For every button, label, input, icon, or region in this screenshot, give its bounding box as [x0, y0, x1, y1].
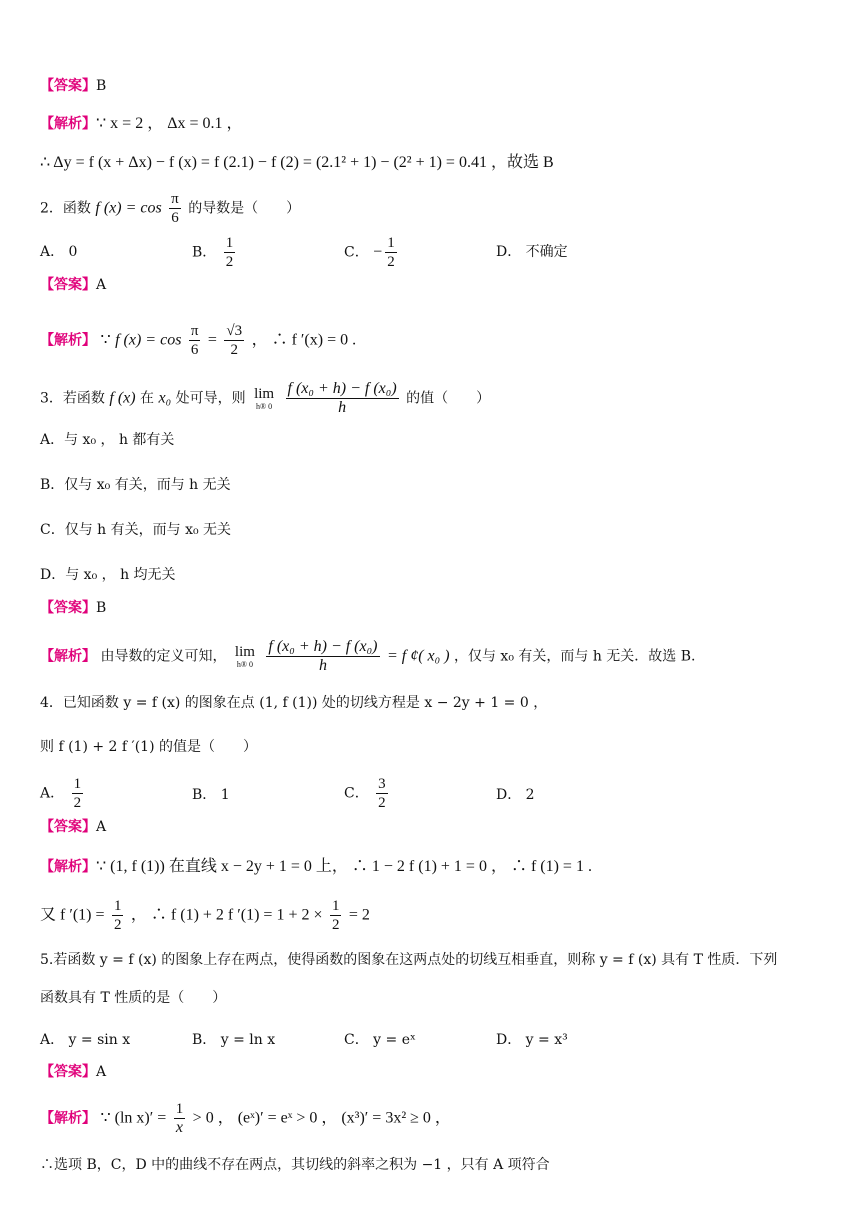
q4-analysis-row [40, 857, 592, 877]
q2-option-c [344, 234, 400, 271]
q3-answer: B [96, 600, 107, 616]
q2-option-b [192, 234, 238, 271]
frac-num: 1 [73, 776, 82, 792]
q4-stem-line2: 则 f (1) + 2 f ′(1) 的值是（ ） [40, 739, 257, 755]
q1-analysis-line1: ∵ x = 2 ， Δx = 0.1 ， [96, 115, 243, 132]
frac-num: 1 [225, 235, 234, 251]
limit-operator [235, 644, 255, 669]
q5-answer-row [40, 1062, 106, 1082]
q2-option-a: A． 0 [40, 244, 78, 260]
q4-option-a-frac [72, 775, 84, 812]
frac-num: π [190, 323, 199, 339]
option-label: B． [192, 244, 217, 261]
q5-analysis-line2: ∴选项 B，C，D 中的曲线不存在两点，其切线的斜率之积为 −1 ，只有 A 项符合 [40, 1157, 550, 1173]
q2-option-d: D． 不确定 [496, 244, 568, 260]
frac-den: x [175, 1119, 184, 1136]
limit-operator [254, 386, 274, 411]
frac-num: 1 [387, 235, 395, 251]
q3-option-b: B．仅与 x₀ 有关，而与 h 无关 [40, 477, 231, 493]
q4-option-c-frac [376, 775, 388, 812]
frac-den: 2 [378, 795, 386, 811]
q1-analysis-line2 [40, 153, 554, 173]
q4-analysis-tail: = 2 [348, 906, 370, 924]
frac-den: 2 [113, 917, 122, 933]
q2-analysis-math: f (x) = cos [115, 331, 182, 349]
q2-stem-frac [169, 190, 181, 227]
q4-analysis-frac1 [112, 897, 124, 934]
q4-option-b: B． 1 [192, 787, 230, 803]
q3-option-d: D．与 x₀ ， h 均无关 [40, 567, 176, 583]
q2-option-c-frac [385, 234, 397, 271]
answer-tag: 【答案】 [40, 78, 96, 94]
frac-num: 1 [175, 1101, 184, 1117]
q3-stem-prefix: 3．若函数 [40, 390, 105, 407]
q4-option-a [40, 775, 86, 812]
analysis-tag: 【解析】 [40, 648, 96, 665]
q3-answer-row [40, 598, 106, 618]
q3-analysis-frac [266, 638, 379, 675]
q4-option-d: D． 2 [496, 787, 535, 803]
q3-option-c: C．仅与 h 有关，而与 x₀ 无关 [40, 522, 232, 538]
answer-tag: 【答案】 [40, 1064, 96, 1080]
frac-den: 2 [225, 254, 234, 270]
analysis-tag: 【解析】 [40, 1110, 96, 1127]
q4-analysis-mid: ， ∴ f (1) + 2 f ′(1) = 1 + 2 × [130, 906, 323, 924]
q4-stem-line1: 4．已知函数 y = f (x) 的图象在点 (1, f (1)) 处的切线方程是 x − 2y + 1 = 0 ， [40, 695, 548, 711]
q2-stem-math: f (x) = cos [95, 199, 162, 217]
frac-num: 3 [378, 776, 386, 792]
equals-sign: = [207, 331, 217, 349]
q5-option-c: C． y = eˣ [344, 1032, 416, 1048]
lim-word: lim [234, 644, 255, 660]
frac-num: √3 [226, 323, 243, 339]
q5-option-b: B． y = ln x [192, 1032, 276, 1048]
q2-analysis-row [40, 322, 356, 359]
option-label: A． [40, 785, 65, 802]
q2-analysis-frac2 [224, 322, 244, 359]
q5-option-a: A． y = sin x [40, 1032, 131, 1048]
frac-den: 2 [387, 254, 395, 270]
frac-den: h [318, 657, 327, 674]
q5-answer: A [96, 1064, 107, 1080]
analysis-tag: 【解析】 [40, 859, 96, 875]
lim-sub: h® 0 [256, 402, 273, 411]
frac-den: 2 [73, 795, 82, 811]
frac-den: h [338, 399, 347, 416]
q4-answer-row [40, 817, 106, 837]
frac-num: 1 [113, 898, 122, 914]
q5-stem-line2: 函数具有 T 性质的是（ ） [40, 990, 227, 1006]
because-symbol: ∵ [100, 331, 111, 349]
q5-analysis-tail: > 0 ， (eˣ)′ = eˣ > 0 ， (x³)′ = 3x² ≥ 0 ， [192, 1109, 451, 1127]
frac-num: 1 [331, 898, 340, 914]
frac-den: 6 [171, 210, 179, 226]
q5-stem-line1: 5.若函数 y = f (x) 的图象上存在两点，使得函数的图象在这两点处的切线互相垂直，则称 y = f (x) 具有 T 性质．下列 [40, 952, 778, 968]
q2-analysis-frac1 [189, 322, 201, 359]
frac-den: 2 [331, 917, 340, 933]
frac-den: 6 [190, 342, 199, 358]
frac-num: f (x₀ + h) − f (x₀) [287, 380, 397, 397]
q2-stem [40, 190, 300, 227]
q3-stem-mid2: 处可导，则 [175, 390, 246, 407]
q1-answer-row [40, 76, 106, 96]
analysis-tag: 【解析】 [40, 116, 96, 132]
q4-analysis-prefix: 又 f ′(1) = [40, 906, 105, 924]
frac-den: 2 [230, 342, 238, 358]
analysis-tag: 【解析】 [40, 332, 96, 349]
q3-stem-mid: 在 [140, 390, 155, 407]
q4-answer: A [96, 819, 107, 835]
q2-stem-prefix: 2．函数 [40, 200, 91, 217]
answer-tag: 【答案】 [40, 277, 96, 293]
q1-answer: B [96, 78, 107, 94]
frac-num: π [171, 191, 179, 207]
option-label: C． [344, 244, 369, 261]
q5-analysis-frac [174, 1100, 186, 1137]
q3-analysis-result: = f ¢( x₀ ) [386, 647, 450, 665]
q2-analysis-tail: ， ∴ f ′(x) = 0 . [251, 331, 357, 349]
q3-stem-math2: x₀ [158, 389, 172, 407]
answer-tag: 【答案】 [40, 600, 96, 616]
frac-num: f (x₀ + h) − f (x₀) [268, 638, 378, 655]
q1-analysis-row [40, 114, 243, 134]
q5-analysis-prefix: ∵ (ln x)′ = [100, 1109, 167, 1127]
q3-analysis-row [40, 638, 695, 675]
q4-analysis-line2 [40, 897, 370, 934]
q3-analysis-prefix: 由导数的定义可知， [100, 648, 227, 665]
q5-analysis-row [40, 1100, 451, 1137]
q1-analysis-text: ∴ Δy = f (x + Δx) − f (x) = f (2.1) − f (2) = (2.1² + 1) − (2² + 1) = 0.41 ，故选 B [40, 154, 554, 171]
q4-analysis-frac2 [330, 897, 342, 934]
q3-analysis-tail: ，仅与 x₀ 有关，而与 h 无关．故选 B. [453, 648, 696, 665]
lim-sub: h® 0 [236, 660, 253, 669]
q2-option-b-frac [224, 234, 236, 271]
q3-stem-frac [286, 380, 399, 417]
q2-answer-row [40, 275, 106, 295]
answer-tag: 【答案】 [40, 819, 96, 835]
q4-option-c [344, 775, 391, 812]
q2-stem-suffix: 的导数是（ ） [188, 200, 301, 217]
lim-word: lim [254, 386, 275, 402]
option-label: C． [344, 785, 369, 802]
q3-option-a: A．与 x₀ ， h 都有关 [40, 432, 175, 448]
q2-answer: A [96, 277, 107, 293]
minus-sign: − [373, 243, 383, 261]
q4-analysis-line1: ∵ (1, f (1)) 在直线 x − 2y + 1 = 0 上， ∴ 1 − 2 f (1) + 1 = 0 ， ∴ f (1) = 1 . [96, 858, 592, 875]
q3-stem-math1: f (x) [109, 389, 136, 407]
q3-stem-suffix: 的值（ ） [406, 390, 491, 407]
q3-stem [40, 380, 490, 417]
q5-option-d: D． y = x³ [496, 1032, 568, 1048]
